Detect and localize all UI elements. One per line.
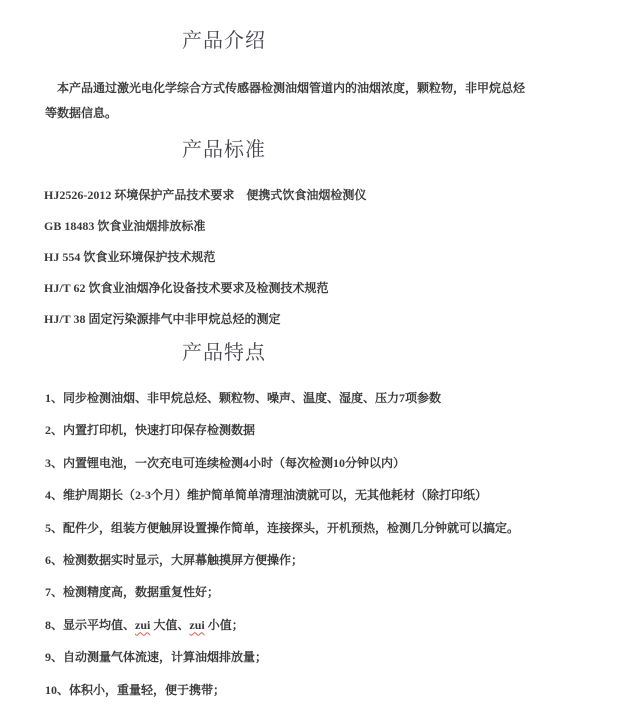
feature-item-8 xyxy=(45,609,635,641)
standard-item-5: HJ/T 38 固定污染源排气中非甲烷总烃的测定 xyxy=(44,312,281,326)
features-heading: 产品特点 xyxy=(182,342,266,364)
misspelled-word-zui-1: zui xyxy=(135,617,151,632)
standard-item-2: GB 18483 饮食业油烟排放标准 xyxy=(44,219,206,233)
intro-paragraph: 本产品通过激光电化学综合方式传感器检测油烟管道内的油烟浓度，颗粒物，非甲烷总烃等数据信息。 xyxy=(45,81,526,120)
standards-heading: 产品标准 xyxy=(182,139,266,161)
standard-item-4: HJ/T 62 饮食业油烟净化设备技术要求及检测技术规范 xyxy=(44,281,329,295)
feature-item-2: 2、内置打印机，快速打印保存检测数据 xyxy=(45,423,256,438)
feature-item-5: 5、配件少，组装方便触屏设置操作简单，连接探头，开机预热，检测几分钟就可以搞定。 xyxy=(45,520,520,535)
feature-item-10: 10、体积小，重量轻，便于携带； xyxy=(45,682,226,697)
feature-item-9: 9、自动测量气体流速，计算油烟排放量； xyxy=(45,650,268,665)
feature-item-7: 7、检测精度高，数据重复性好； xyxy=(45,585,220,600)
feature-8-text: 大值、 xyxy=(150,617,190,632)
standards-list xyxy=(0,180,635,335)
feature-item-1: 1、同步检测油烟、非甲烷总烃、颗粒物、噪声、温度、湿度、压力7项参数 xyxy=(45,391,442,405)
features-list xyxy=(0,382,635,706)
feature-8-text: 小值； xyxy=(204,617,244,632)
feature-8-text: 8、显示平均值、 xyxy=(45,617,136,632)
standard-item-3: HJ 554 饮食业环境保护技术规范 xyxy=(44,250,216,264)
misspelled-word-zui-2: zui xyxy=(189,617,205,632)
feature-item-3: 3、内置锂电池，一次充电可连续检测4小时（每次检测10分钟以内） xyxy=(45,455,406,470)
standard-item-1: HJ2526-2012 环境保护产品技术要求 便携式饮食油烟检测仪 xyxy=(44,188,367,202)
feature-item-4: 4、维护周期长（2-3个月）维护简单简单清理油渍就可以，无其他耗材（除打印纸） xyxy=(45,488,487,503)
feature-item-6: 6、检测数据实时显示，大屏幕触摸屏方便操作； xyxy=(45,552,304,567)
intro-heading: 产品介绍 xyxy=(182,30,266,52)
